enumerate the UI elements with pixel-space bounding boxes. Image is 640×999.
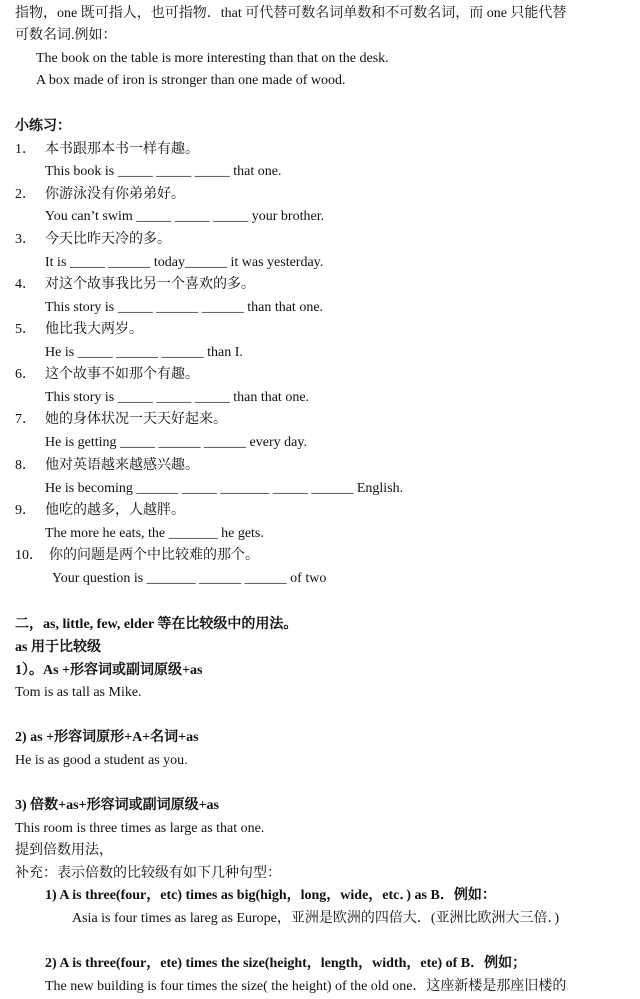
- item-number: 8．: [15, 458, 36, 473]
- item-number: 2．: [15, 187, 36, 202]
- sentence-pattern-2-title: 2) A is three(four，ete) times the size(height，length，width，ete) of B．例如；: [45, 956, 527, 971]
- pattern-1-example: Tom is as tall as Mike.: [15, 685, 142, 700]
- intro-line-1: 指物，one 既可指人，也可指物．that 可代替可数名词单数和不可数名词，而 one 只能代替: [15, 6, 567, 21]
- chinese-sentence: 他比我大两岁。: [45, 322, 143, 337]
- chinese-sentence: 你的问题是两个中比较难的那个。: [49, 548, 259, 563]
- section-2-heading: 二，as, little, few, elder 等在比较级中的用法。: [15, 617, 298, 632]
- pattern-3-title: 3) 倍数+as+形容词或副词原级+as: [15, 798, 219, 813]
- chinese-sentence: 本书跟那本书一样有趣。: [45, 142, 199, 157]
- practice-item-9-cn: [15, 502, 185, 520]
- note-line-1: 提到倍数用法，: [15, 843, 113, 858]
- section-2-subheading: as 用于比较级: [15, 640, 101, 655]
- practice-item-8-cn: [15, 457, 199, 475]
- practice-item-1-cn: [15, 141, 199, 159]
- practice-item-2-en: You can’t swim _____ _____ _____ your brother.: [45, 209, 325, 224]
- chinese-sentence: 对这个故事我比另一个喜欢的多。: [45, 277, 255, 292]
- chinese-sentence: 今天比昨天冷的多。: [45, 232, 171, 247]
- practice-item-4-en: This story is _____ ______ ______ than that one.: [45, 300, 324, 315]
- practice-item-10-cn: [15, 547, 259, 565]
- sentence-pattern-1-title: 1) A is three(four，etc) times as big(high，long，wide，etc．) as B．例如：: [45, 888, 496, 903]
- pattern-1-title: 1）。As +形容词或副词原级+as: [15, 663, 203, 678]
- practice-item-9-en: The more he eats, the _______ he gets.: [45, 526, 264, 541]
- item-number: 6．: [15, 367, 36, 382]
- intro-example-1: The book on the table is more interesting than that on the desk.: [36, 51, 389, 66]
- practice-item-3-en: It is _____ ______ today______ it was yesterday.: [45, 255, 324, 270]
- chinese-sentence: 她的身体状况一天天好起来。: [45, 412, 227, 427]
- item-number: 5．: [15, 322, 36, 337]
- sentence-pattern-2-example: The new building is four times the size( the height) of the old one．这座新楼是那座旧楼的: [45, 979, 567, 994]
- pattern-2-example: He is as good a student as you.: [15, 753, 188, 768]
- practice-heading: 小练习：: [15, 119, 71, 134]
- chinese-sentence: 你游泳没有你弟弟好。: [45, 187, 185, 202]
- practice-item-5-en: He is _____ ______ ______ than I.: [45, 345, 243, 360]
- intro-line-2: 可数名词.例如：: [15, 28, 117, 43]
- practice-item-6-en: This story is _____ _____ _____ than that one.: [45, 390, 310, 405]
- practice-item-1-en: This book is _____ _____ _____ that one.: [45, 164, 282, 179]
- chinese-sentence: 他吃的越多，人越胖。: [45, 503, 185, 518]
- practice-item-5-cn: [15, 321, 143, 339]
- practice-item-7-cn: [15, 411, 227, 429]
- chinese-sentence: 这个故事不如那个有趣。: [45, 367, 199, 382]
- item-number: 9．: [15, 503, 36, 518]
- item-number: 1．: [15, 142, 36, 157]
- practice-item-4-cn: [15, 276, 255, 294]
- sentence-pattern-1-example: Asia is four times as lareg as Europe，亚洲是欧洲的四倍大．(亚洲比欧洲大三倍．): [72, 911, 560, 926]
- intro-example-2: A box made of iron is stronger than one made of wood.: [36, 73, 346, 88]
- practice-item-7-en: He is getting _____ ______ ______ every day.: [45, 435, 307, 450]
- practice-item-8-en: He is becoming ______ _____ _______ _____ ______ English.: [45, 481, 404, 496]
- pattern-2-title: 2) as +形容词原形+A+名词+as: [15, 730, 199, 745]
- item-number: 4．: [15, 277, 36, 292]
- note-line-2: 补充：表示倍数的比较级有如下几种句型：: [15, 866, 281, 881]
- item-number: 10．: [15, 548, 43, 563]
- practice-item-10-en: Your question is _______ ______ ______ of two: [52, 571, 327, 586]
- pattern-3-example: This room is three times as large as that one.: [15, 821, 265, 836]
- item-number: 3．: [15, 232, 36, 247]
- item-number: 7．: [15, 412, 36, 427]
- chinese-sentence: 他对英语越来越感兴趣。: [45, 458, 199, 473]
- practice-item-6-cn: [15, 366, 199, 384]
- practice-item-2-cn: [15, 186, 185, 204]
- practice-item-3-cn: [15, 231, 171, 249]
